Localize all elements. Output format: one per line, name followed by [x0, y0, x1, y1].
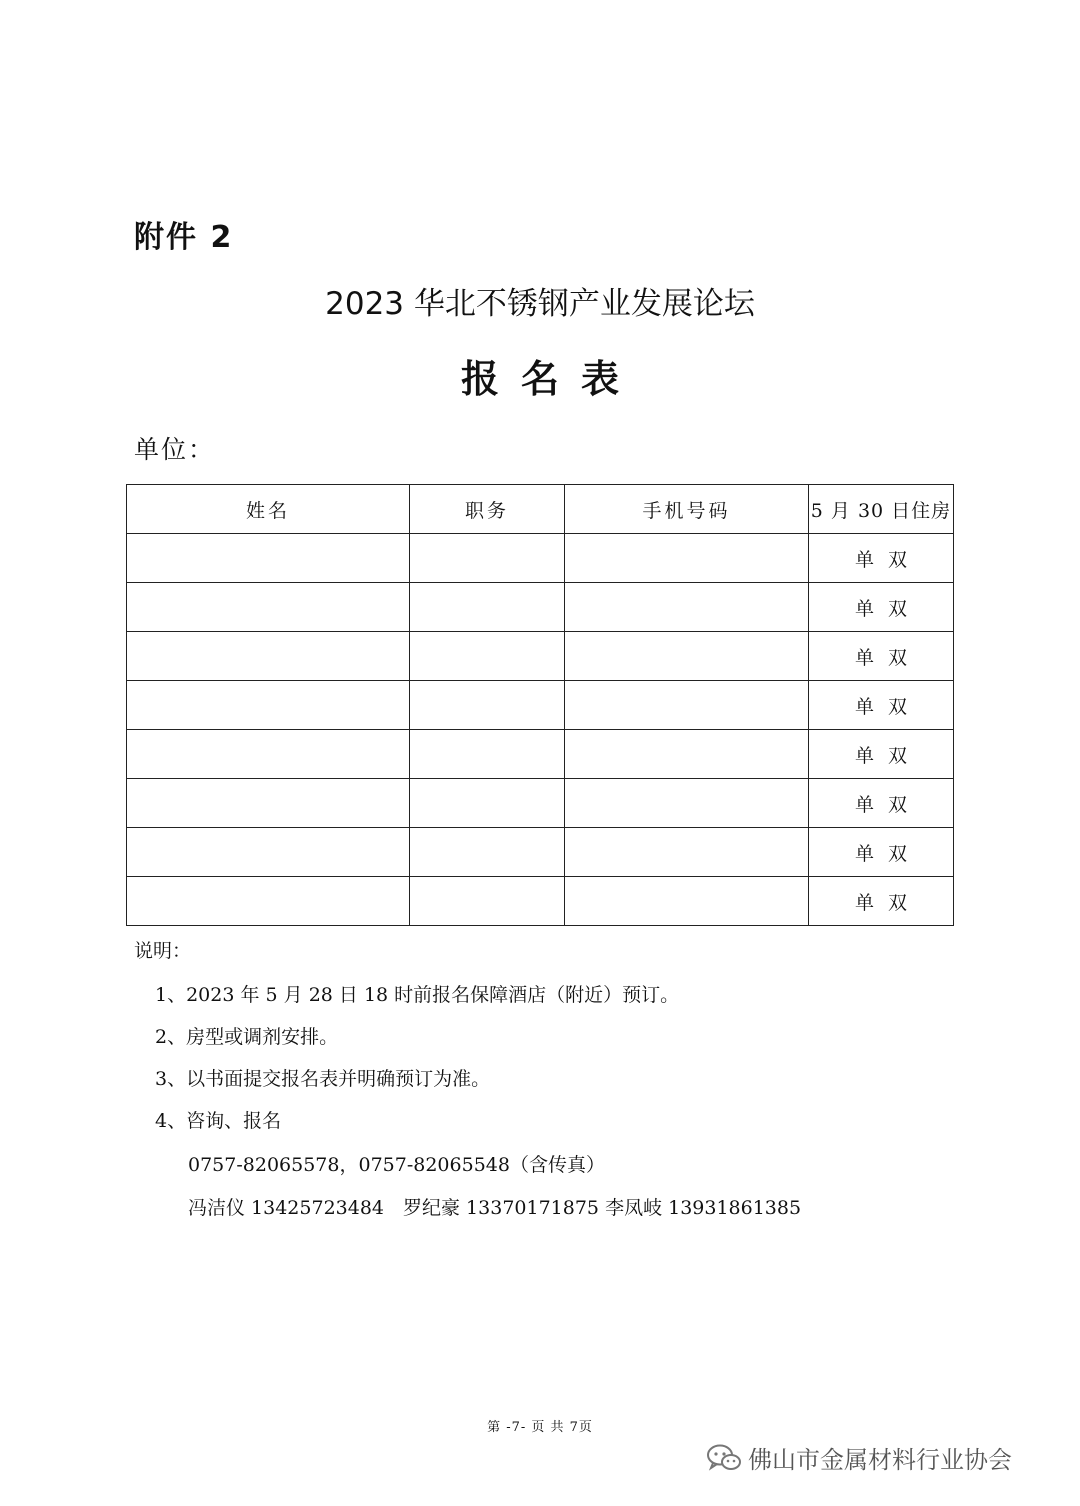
note-item: 3、以书面提交报名表并明确预订为准。: [155, 1068, 491, 1090]
form-subtitle: 报名表: [460, 357, 641, 401]
name-cell[interactable]: [127, 730, 410, 779]
name-cell[interactable]: [127, 583, 410, 632]
page-title: 2023 华北不锈钢产业发展论坛: [325, 286, 755, 322]
room-single[interactable]: 单: [854, 891, 874, 914]
table-header-row: [127, 485, 954, 534]
position-cell[interactable]: [410, 632, 565, 681]
room-single[interactable]: 单: [854, 793, 874, 816]
note-item: 1、2023 年 5 月 28 日 18 时前报名保障酒店（附近）预订。: [155, 984, 680, 1006]
note-item: 2、房型或调剂安排。: [155, 1026, 339, 1048]
phone-line: 0757-82065578，0757-82065548（含传真）: [188, 1154, 605, 1176]
contacts-line: 冯洁仪 13425723484 罗纪豪 13370171875 李凤岐 13931861385: [188, 1197, 802, 1219]
room-cell: [809, 534, 954, 583]
position-cell[interactable]: [410, 730, 565, 779]
note-item: 4、咨询、报名: [155, 1110, 282, 1132]
watermark-text: 佛山市金属材料行业协会: [748, 1446, 1012, 1474]
header-position: 职务: [410, 485, 565, 534]
header-phone: 手机号码: [565, 485, 809, 534]
name-cell[interactable]: [127, 877, 410, 926]
header-name: 姓名: [127, 485, 410, 534]
phone-cell[interactable]: [565, 681, 809, 730]
room-single[interactable]: 单: [854, 548, 874, 571]
room-cell: [809, 632, 954, 681]
room-double[interactable]: 双: [888, 842, 908, 865]
table-row: [127, 632, 954, 681]
table-row: [127, 828, 954, 877]
room-single[interactable]: 单: [854, 646, 874, 669]
room-cell: [809, 877, 954, 926]
phone-cell[interactable]: [565, 828, 809, 877]
attachment-label: 附件 2: [134, 220, 234, 255]
position-cell[interactable]: [410, 877, 565, 926]
unit-label: 单位：: [134, 435, 216, 464]
table-row: [127, 730, 954, 779]
page-number: 第 -7- 页 共 7页: [487, 1420, 593, 1435]
position-cell[interactable]: [410, 583, 565, 632]
room-cell: [809, 779, 954, 828]
room-double[interactable]: 双: [888, 646, 908, 669]
watermark: [706, 1440, 1012, 1475]
phone-cell[interactable]: [565, 779, 809, 828]
position-cell[interactable]: [410, 534, 565, 583]
table-row: [127, 779, 954, 828]
table-row: [127, 534, 954, 583]
name-cell[interactable]: [127, 779, 410, 828]
room-cell: [809, 681, 954, 730]
wechat-icon: [706, 1443, 742, 1473]
room-double[interactable]: 双: [888, 597, 908, 620]
name-cell[interactable]: [127, 681, 410, 730]
name-cell[interactable]: [127, 534, 410, 583]
table-row: [127, 583, 954, 632]
room-cell: [809, 828, 954, 877]
room-double[interactable]: 双: [888, 744, 908, 767]
position-cell[interactable]: [410, 681, 565, 730]
room-double[interactable]: 双: [888, 548, 908, 571]
room-single[interactable]: 单: [854, 597, 874, 620]
phone-cell[interactable]: [565, 583, 809, 632]
table-row: [127, 877, 954, 926]
position-cell[interactable]: [410, 779, 565, 828]
notes-heading: 说明：: [134, 940, 192, 962]
room-double[interactable]: 双: [888, 891, 908, 914]
registration-table: [126, 484, 954, 926]
room-double[interactable]: 双: [888, 695, 908, 718]
header-room: 5 月 30 日住房: [809, 485, 954, 534]
room-single[interactable]: 单: [854, 695, 874, 718]
name-cell[interactable]: [127, 632, 410, 681]
room-cell: [809, 730, 954, 779]
room-single[interactable]: 单: [854, 842, 874, 865]
phone-cell[interactable]: [565, 730, 809, 779]
phone-cell[interactable]: [565, 534, 809, 583]
name-cell[interactable]: [127, 828, 410, 877]
room-double[interactable]: 双: [888, 793, 908, 816]
phone-cell[interactable]: [565, 632, 809, 681]
room-cell: [809, 583, 954, 632]
position-cell[interactable]: [410, 828, 565, 877]
room-single[interactable]: 单: [854, 744, 874, 767]
table-row: [127, 681, 954, 730]
phone-cell[interactable]: [565, 877, 809, 926]
